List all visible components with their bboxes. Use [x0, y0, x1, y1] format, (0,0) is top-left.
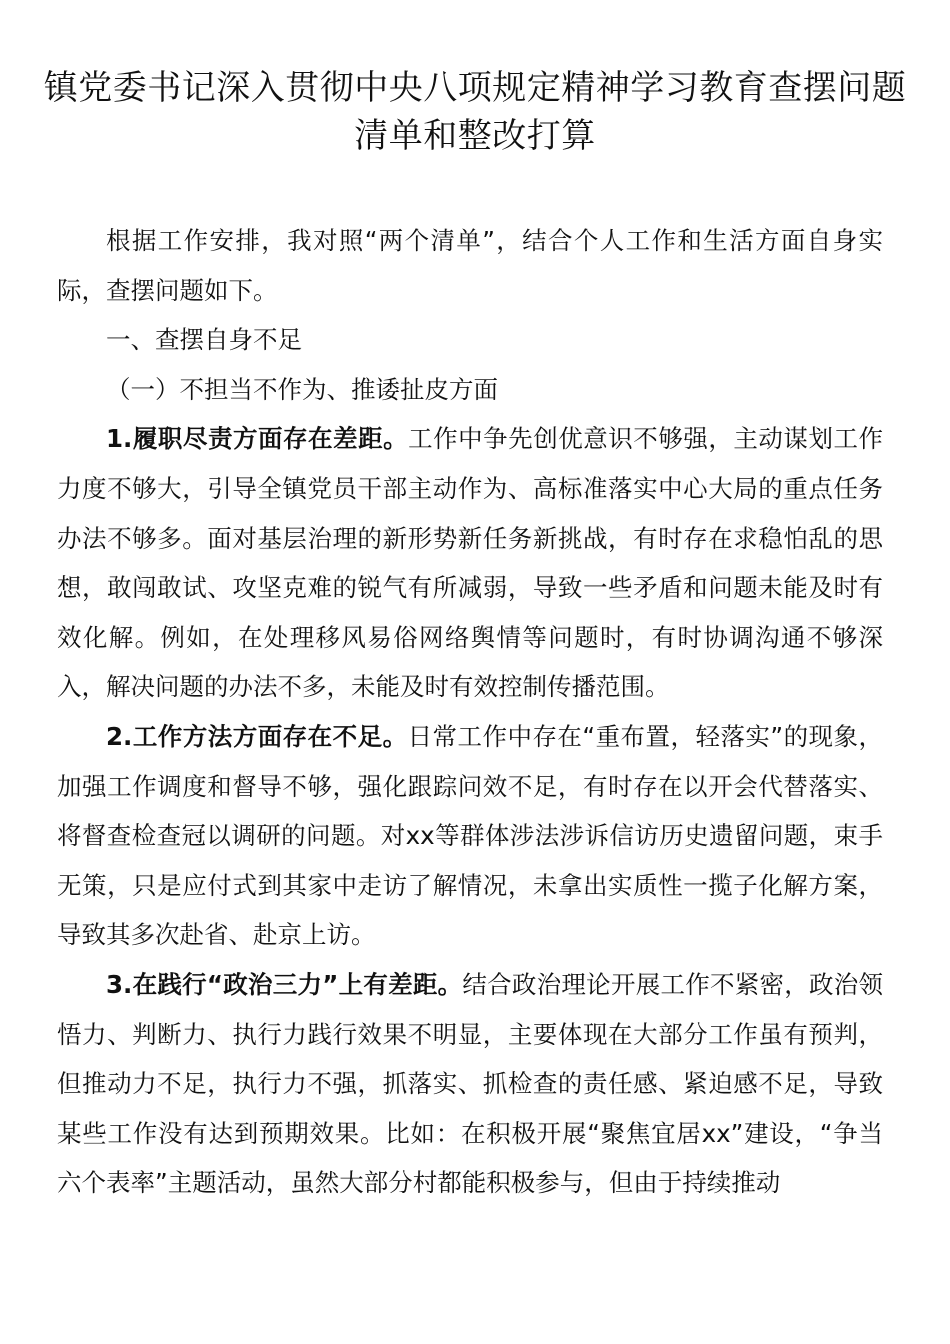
item-paragraph — [57, 960, 883, 1208]
item-text: 结合政治理论开展工作不紧密，政治领悟力、判断力、执行力践行效果不明显，主要体现在大部分工作虽有预判，但推动力不足，执行力不强，抓落实、抓检查的责任感、紧迫感不足，导致某些工作没有达到预期效果。比如：在积极开展“聚焦宜居xx”建设，“争当六个表率”主题活动，虽然大部分村都能积极参与，但由于持续推动 — [57, 969, 884, 1198]
document-body — [57, 216, 883, 1208]
item-heading: 1.履职尽责方面存在差距。 — [106, 424, 409, 454]
intro-paragraph: 根据工作安排，我对照“两个清单”，结合个人工作和生活方面自身实际，查摆问题如下。 — [57, 226, 883, 305]
section-heading: 一、查摆自身不足 — [106, 325, 302, 355]
subsection-heading: （一）不担当不作为、推诿扯皮方面 — [106, 374, 498, 404]
item-heading: 2.工作方法方面存在不足。 — [106, 721, 408, 751]
document-title: 镇党委书记深入贯彻中央八项规定精神学习教育查摆问题清单和整改打算 — [43, 68, 907, 156]
item-paragraph — [57, 712, 883, 960]
item-text: 日常工作中存在“重布置，轻落实”的现象，加强工作调度和督导不够，强化跟踪问效不足，有时存在以开会代替落实、将督查检查冠以调研的问题。对xx等群体涉法涉诉信访历史遗留问题，束手无策，只是应付式到其家中走访了解情况，未拿出实质性一揽子化解方案，导致其多次赴省、赴京上访。 — [57, 721, 884, 950]
item-paragraph — [57, 414, 883, 712]
item-heading: 3.在践行“政治三力”上有差距。 — [106, 969, 463, 999]
item-text: 工作中争先创优意识不够强，主动谋划工作力度不够大，引导全镇党员干部主动作为、高标准落实中心大局的重点任务办法不够多。面对基层治理的新形势新任务新挑战，有时存在求稳怕乱的思想，敢闯敢试、攻坚克难的锐气有所减弱，导致一些矛盾和问题未能及时有效化解。例如，在处理移风易俗网络舆情等问题时，有时协调沟通不够深入，解决问题的办法不多，未能及时有效控制传播范围。 — [57, 424, 883, 702]
